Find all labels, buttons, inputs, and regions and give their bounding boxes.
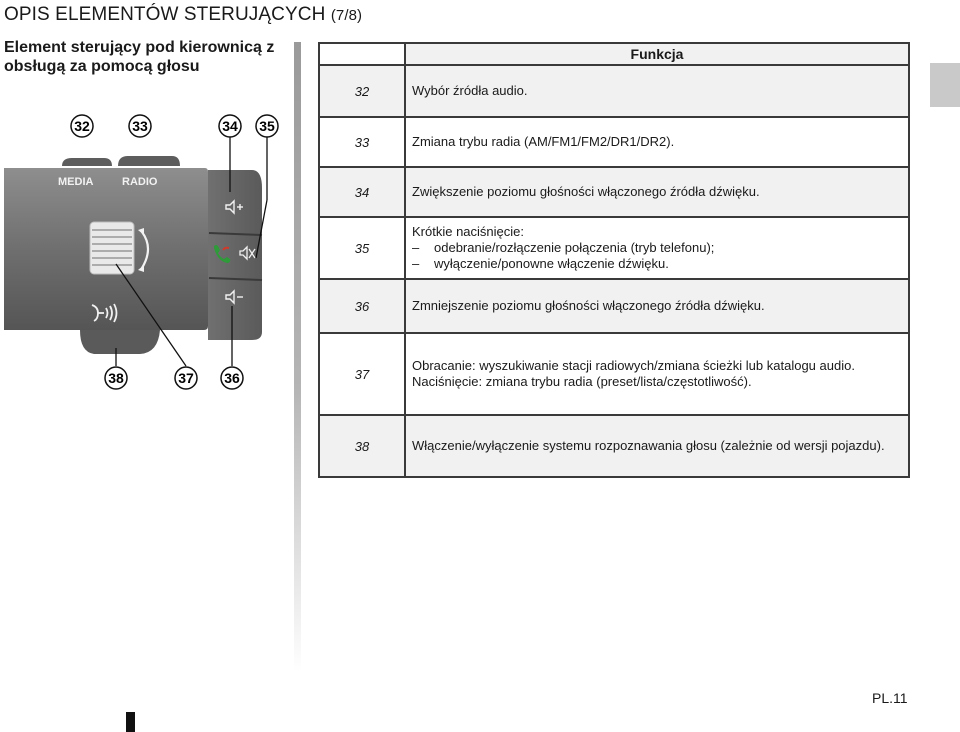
- callout-34-label: 34: [222, 118, 238, 134]
- table-row: [319, 333, 909, 415]
- callout-36-label: 36: [224, 370, 240, 386]
- page-number: PL.11: [872, 690, 908, 706]
- row-number: 33: [319, 117, 405, 167]
- row-dash-item: [412, 240, 902, 256]
- row-number: 38: [319, 415, 405, 477]
- callout-35-label: 35: [259, 118, 275, 134]
- steering-control-illustration: [0, 108, 294, 398]
- page-title: [4, 4, 362, 26]
- row-line: Obracanie: wyszukiwanie stacji radiowych/zmiana ścieżki lub katalogu audio.: [412, 358, 855, 373]
- page-title-text: OPIS ELEMENTÓW STERUJĄCYCH: [4, 4, 326, 25]
- callout-35: [256, 115, 278, 137]
- table-header-number: [319, 43, 405, 65]
- section-heading: Element sterujący pod kierownicą z obsługą za pomocą głosu: [4, 39, 275, 75]
- page-title-suffix: (7/8): [330, 7, 363, 24]
- row-dash-item: [412, 256, 902, 272]
- dash-marker: –: [412, 240, 420, 255]
- callout-32-label: 32: [74, 118, 90, 134]
- row-number: 35: [319, 217, 405, 279]
- callout-33: [129, 115, 151, 137]
- row-number: 36: [319, 279, 405, 333]
- vertical-divider: [294, 42, 301, 672]
- callout-37-label: 37: [178, 370, 194, 386]
- media-label: MEDIA: [58, 176, 94, 188]
- row-number: 32: [319, 65, 405, 117]
- row-description: Włączenie/wyłączenie systemu rozpoznawania głosu (zależnie od wersji pojazdu).: [405, 415, 909, 477]
- callout-32: [71, 115, 93, 137]
- callout-33-label: 33: [132, 118, 148, 134]
- table-row: [319, 217, 909, 279]
- row-description: Zmiana trybu radia (AM/FM1/FM2/DR1/DR2).: [405, 117, 909, 167]
- row-number: 34: [319, 167, 405, 217]
- row-line: Naciśnięcie: zmiana trybu radia (preset/lista/częstotliwość).: [412, 374, 752, 389]
- row-description: Wybór źródła audio.: [405, 65, 909, 117]
- button-pad: [208, 170, 262, 340]
- row-description: Zmniejszenie poziomu głośności włączonego źródła dźwięku.: [405, 279, 909, 333]
- table-row: [319, 415, 909, 477]
- row-number: 37: [319, 333, 405, 415]
- callout-36: [221, 367, 243, 389]
- page-edge-mark: [126, 712, 135, 732]
- table-header-function: Funkcja: [405, 43, 909, 65]
- row-dash-text: odebranie/rozłączenie połączenia (tryb telefonu);: [434, 240, 715, 255]
- callout-34: [219, 115, 241, 137]
- radio-label: RADIO: [122, 176, 158, 188]
- table-row: [319, 279, 909, 333]
- row-dash-text: wyłączenie/ponowne włączenie dźwięku.: [434, 256, 669, 271]
- row-intro: Krótkie naciśnięcie:: [412, 224, 524, 239]
- row-description: [405, 333, 909, 415]
- table-header-row: [319, 43, 909, 65]
- callout-37: [175, 367, 197, 389]
- callout-38: [105, 367, 127, 389]
- function-table: [318, 42, 910, 478]
- table-row: [319, 65, 909, 117]
- dash-marker: –: [412, 256, 420, 271]
- table-row: [319, 167, 909, 217]
- chapter-tab: [930, 63, 960, 107]
- callout-38-label: 38: [108, 370, 124, 386]
- table-row: [319, 117, 909, 167]
- row-description: [405, 217, 909, 279]
- row-description: Zwiększenie poziomu głośności włączonego źródła dźwięku.: [405, 167, 909, 217]
